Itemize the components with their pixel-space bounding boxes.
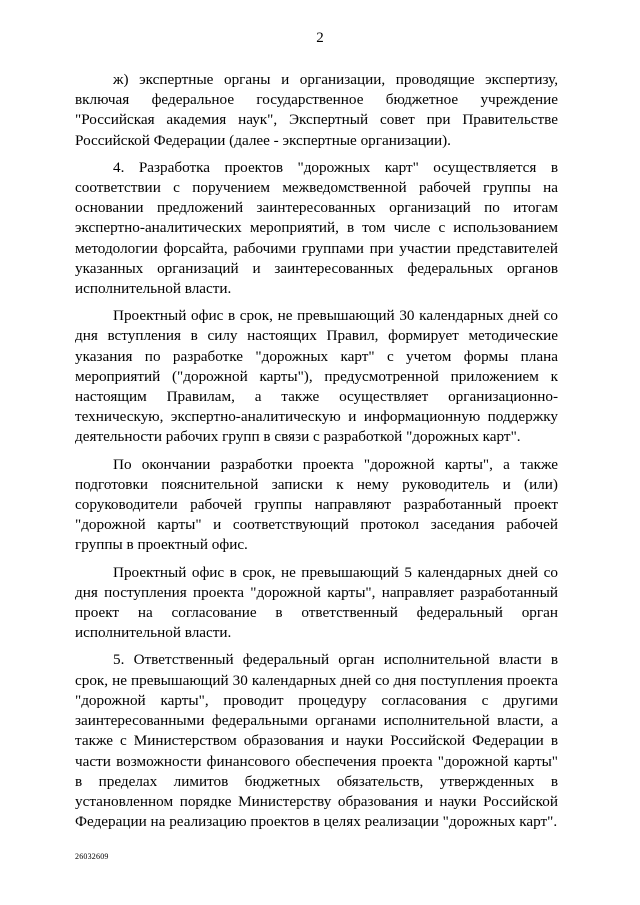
paragraph-submission-to-project-office: По окончании разработки проекта "дорожной карты", а также подготовки пояснительной записки к нему руководитель и (или) соруководители рабочей группы направляют разработанный проект "дорожной карты" и соответствующий протокол заседания рабочей группы в проектный офис. xyxy=(75,455,558,554)
paragraph-expert-organizations: ж) экспертные органы и организации, проводящие экспертизу, включая федеральное государственное бюджетное учреждение "Российская академия наук", Экспертный совет при Правительстве Российской Федерации (далее - экспертные организации). xyxy=(75,71,558,149)
paragraph-project-office-guidelines: Проектный офис в срок, не превышающий 30 календарных дней со дня вступления в силу настоящих Правил, формирует методические указания по разработке "дорожных карт" с учетом формы плана мероприятий ("дорожной карты"), предусмотренной приложением к настоящим Правилам, а также осуществляет организационно-техническую, экспертно-аналитическую и информационную поддержку деятельности рабочих групп в связи с разработкой "дорожных карт". xyxy=(75,307,558,446)
page-number: 2 xyxy=(316,30,324,46)
document-body xyxy=(75,70,558,839)
paragraph-5-approval-procedure: 5. Ответственный федеральный орган исполнительной власти в срок, не превышающий 30 календарных дней со дня поступления проекта "дорожной карты", проводит процедуру согласования с другими заинтересованными федеральными органами исполнительной власти, а также с Министерством образования и науки Российской Федерации в части возможности финансового обеспечения проекта "дорожной карты" в пределах лимитов бюджетных обязательств, утвержденных в установленном порядке Министерству образования и науки Российской Федерации на реализацию проектов в целях реализации "дорожных карт". xyxy=(75,651,558,831)
document-code: 26032609 xyxy=(75,852,109,861)
paragraph-4-roadmap-development: 4. Разработка проектов "дорожных карт" осуществляется в соответствии с поручением межведомственной рабочей группы на основании предложений заинтересованных организаций по итогам экспертно-аналитических мероприятий, в том числе с использованием методологии форсайта, рабочими группами при участии представителей указанных организаций и заинтересованных федеральных органов исполнительной власти. xyxy=(75,158,558,298)
paragraph-project-office-forwarding: Проектный офис в срок, не превышающий 5 календарных дней со дня поступления проекта "дорожной карты", направляет разработанный проект на согласование в ответственный федеральный орган исполнительной власти. xyxy=(75,563,558,642)
